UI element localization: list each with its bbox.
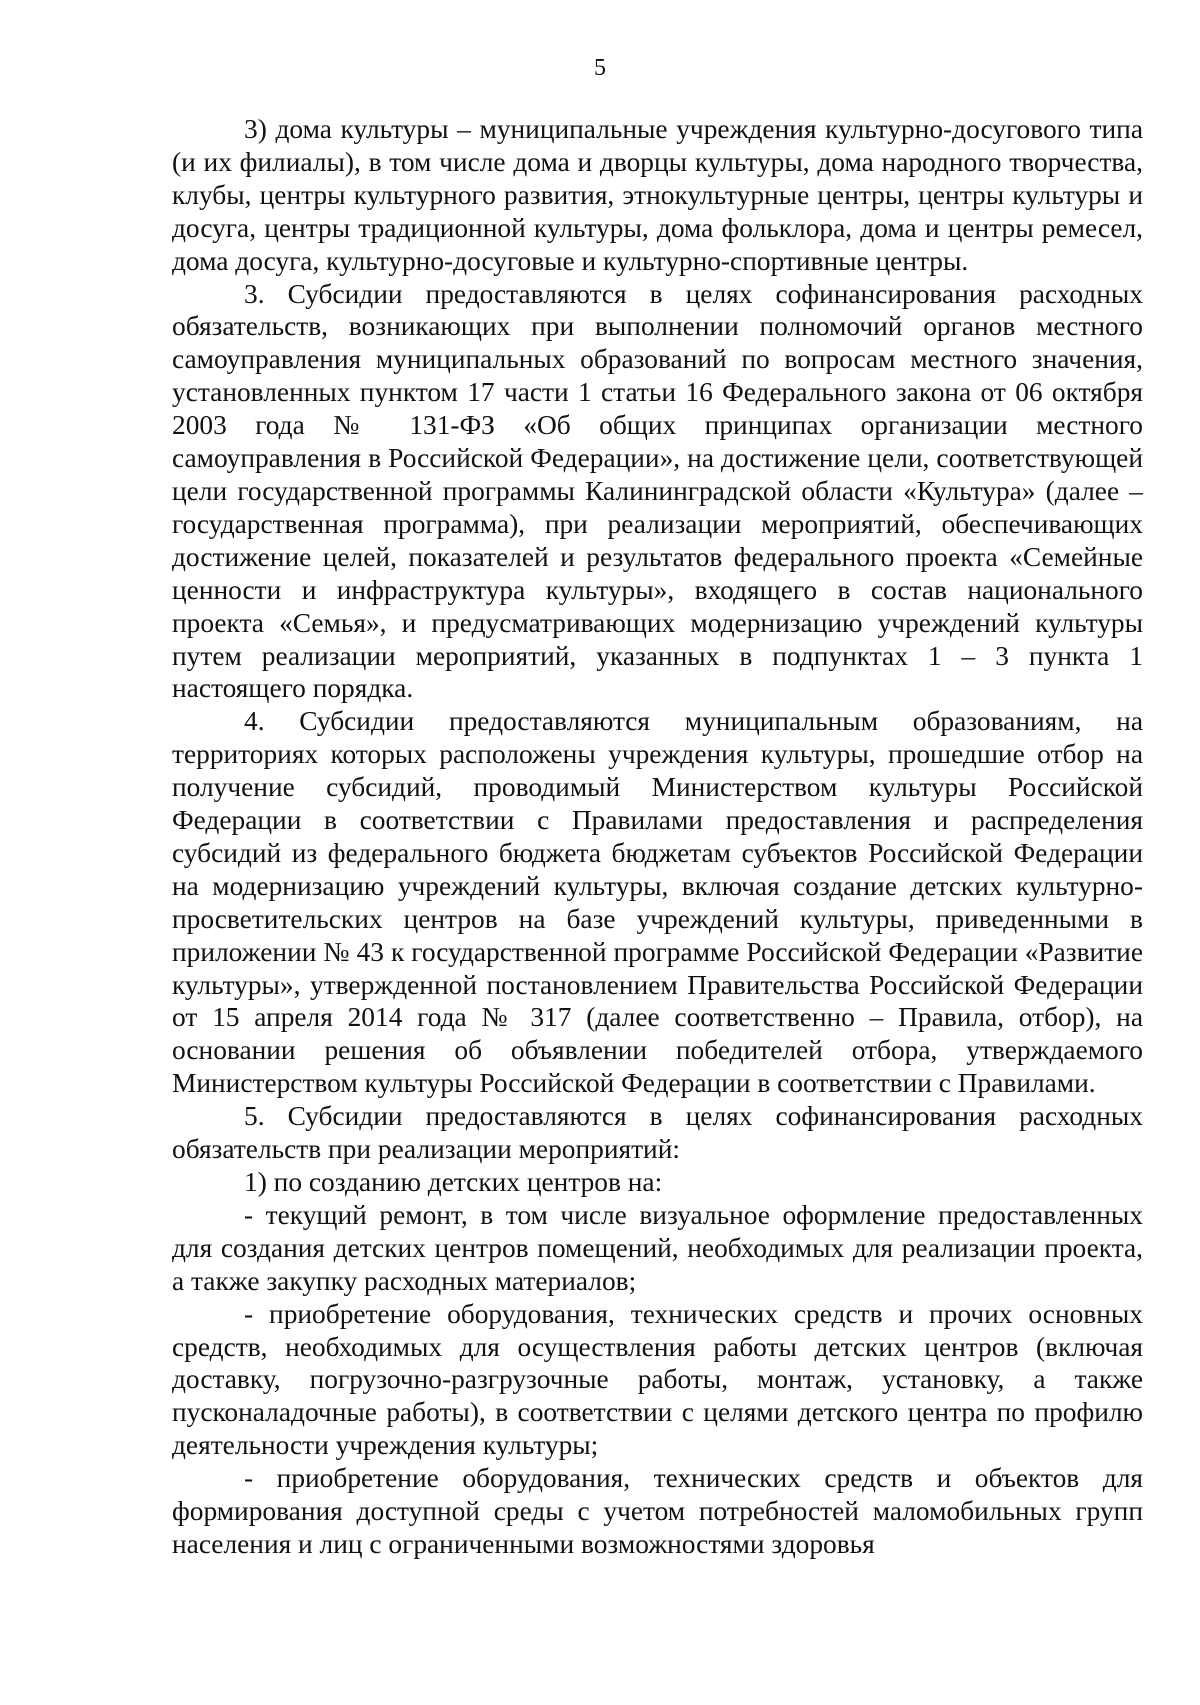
paragraph-bullet-accessible-environment: - приобретение оборудования, технических средств и объектов для формирования доступной среды с учетом потребностей маломобильных групп населения и лиц с ограниченными возможностями здоровья <box>172 1463 1143 1559</box>
paragraph-section-4: 4. Субсидии предоставляются муниципальным образованиям, на территориях которых расположены учреждения культуры, прошедшие отбор на получение субсидий, проводимый Министерством культуры Российской Федерации в соответствии с Правилами предоставления и распределения субсидий из федерального бюджета бюджетам субъектов Российской Федерации на модернизацию учреждений культуры, включая создание детских культурно-просветительских центров на базе учреждений культуры, приведенными в приложении № 43 к государственной программе Российской Федерации «Развитие культуры», утвержденной постановлением Правительства Российской Федерации от 15 апреля 2014 года № 317 (далее соответственно – Правила, отбор), на основании решения об объявлении победителей отбора, утверждаемого Министерством культуры Российской Федерации в соответствии с Правилами. <box>172 706 1143 1099</box>
paragraph-section-3: 3. Субсидии предоставляются в целях софинансирования расходных обязательств, возникающих при выполнении полномочий органов местного самоуправления муниципальных образований по вопросам местного значения, установленных пунктом 17 части 1 статьи 16 Федерального закона от 06 октября 2003 года № 131-ФЗ «Об общих принципах организации местного самоуправления в Российской Федерации», на достижение цели, соответствующей цели государственной программы Калининградской области «Культура» (далее – государственная программа), при реализации мероприятий, обеспечивающих достижение целей, показателей и результатов федерального проекта «Семейные ценности и инфраструктура культуры», входящего в состав национального проекта «Семья», и предусматривающих модернизацию учреждений культуры путем реализации мероприятий, указанных в подпунктах 1 – 3 пункта 1 настоящего порядка. <box>172 278 1143 704</box>
paragraph-subitem-1: 1) по созданию детских центров на: <box>244 1167 663 1197</box>
document-body <box>172 113 1143 1561</box>
paragraph-bullet-repair: - текущий ремонт, в том числе визуальное оформление предоставленных для создания детских центров помещений, необходимых для реализации проекта, а также закупку расходных материалов; <box>172 1199 1143 1296</box>
paragraph-section-5: 5. Субсидии предоставляются в целях софинансирования расходных обязательств при реализации мероприятий: <box>172 1101 1143 1165</box>
paragraph-bullet-equipment: - приобретение оборудования, технических средств и прочих основных средств, необходимых для осуществления работы детских центров (включая доставку, погрузочно-разгрузочные работы, монтаж, установку, а также пусконаладочные работы), в соответствии с целями детского центра по профилю деятельности учреждения культуры; <box>172 1298 1143 1461</box>
paragraph-item-3-houses-of-culture: 3) дома культуры – муниципальные учреждения культурно-досугового типа (и их филиалы), в том числе дома и дворцы культуры, дома народного творчества, клубы, центры культурного развития, этнокультурные центры, центры культуры и досуга, центры традиционной культуры, дома фольклора, дома и центры ремесел, дома досуга, культурно-досуговые и культурно-спортивные центры. <box>172 114 1143 276</box>
page-number: 5 <box>594 55 606 81</box>
